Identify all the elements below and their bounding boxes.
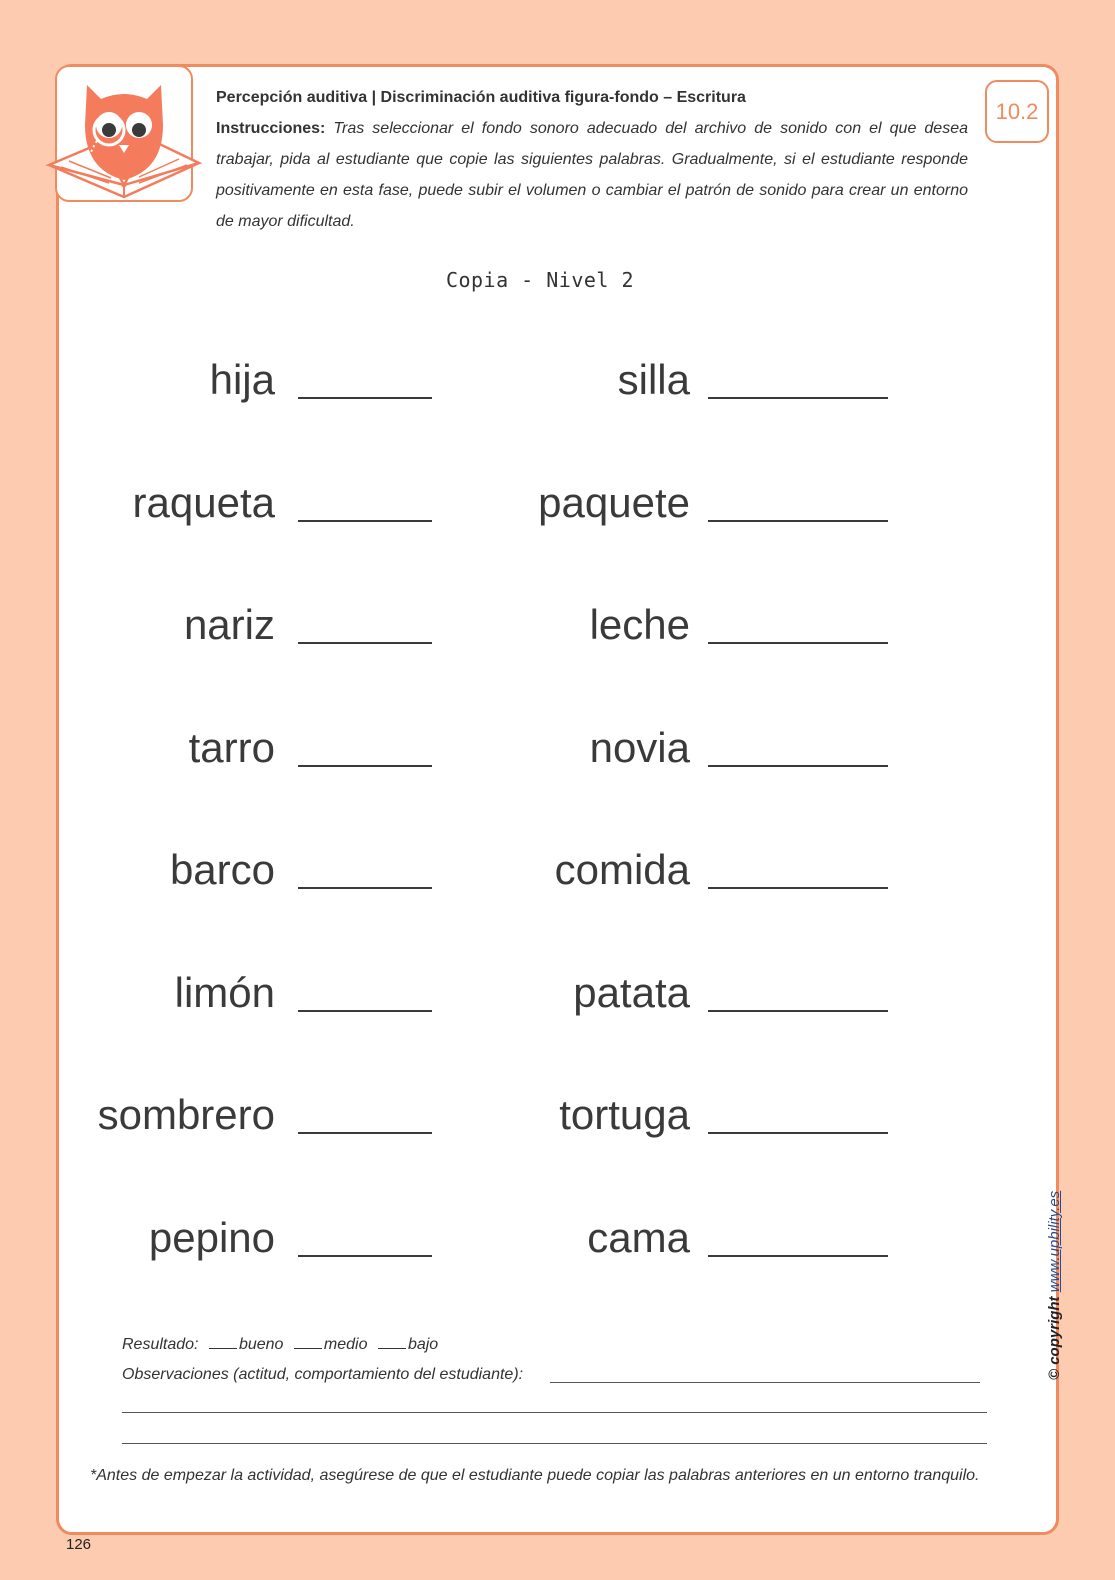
owl-reading-book-icon <box>39 75 209 215</box>
word-right-5: comida <box>554 846 690 893</box>
header <box>216 82 968 237</box>
answer-blank-left-6[interactable] <box>298 1010 432 1012</box>
answer-blank-left-7[interactable] <box>298 1132 432 1134</box>
instructions-label: Instrucciones: <box>216 120 326 137</box>
result-section <box>122 1330 523 1390</box>
word-left-4: tarro <box>188 723 275 771</box>
copyright-notice <box>1046 1191 1063 1380</box>
answer-blank-left-4[interactable] <box>298 765 432 767</box>
header-title: Percepción auditiva | Discriminación auditiva figura-fondo – Escritura <box>216 89 746 106</box>
word-left-2: raqueta <box>132 478 275 526</box>
word-left-1: hija <box>209 356 275 403</box>
subtitle: Copia - Nivel 2 <box>445 268 635 292</box>
result-option-medio: medio <box>323 1336 368 1353</box>
word-right-3: leche <box>589 601 690 648</box>
answer-blank-left-5[interactable] <box>298 887 432 889</box>
exercise-number-badge: 10.2 <box>985 80 1049 143</box>
copyright-url[interactable]: www.upbility.es <box>1046 1190 1063 1293</box>
word-left-7: sombrero <box>97 1091 275 1138</box>
result-option-bajo: bajo <box>407 1336 439 1353</box>
word-left-5: barco <box>169 846 275 893</box>
word-left-8: pepino <box>148 1213 275 1261</box>
answer-blank-right-7[interactable] <box>708 1132 888 1134</box>
answer-blank-left-1[interactable] <box>298 397 432 399</box>
answer-blank-left-8[interactable] <box>298 1255 432 1257</box>
instructions-text: Tras seleccionar el fondo sonoro adecuado del archivo de sonido con el que desea trabajar, pida al estudiante que copie las siguientes palabras. Gradualmente, si el estudiante responde positivamente en esta fase, puede subir el volumen o cambiar el patrón de sonido para crear un entorno de mayor dificultad. <box>216 120 968 230</box>
copyright-label: © copyright <box>1046 1296 1063 1380</box>
word-right-7: tortuga <box>559 1091 690 1138</box>
logo-box <box>55 65 193 202</box>
word-right-8: cama <box>587 1213 690 1261</box>
answer-blank-right-3[interactable] <box>708 642 888 644</box>
observations-line-1[interactable] <box>550 1382 980 1383</box>
page-number: 126 <box>66 1536 92 1553</box>
word-right-6: patata <box>573 968 690 1016</box>
result-option-bueno: bueno <box>238 1336 284 1353</box>
result-blank-2[interactable] <box>294 1334 322 1349</box>
answer-blank-left-3[interactable] <box>298 642 432 644</box>
answer-blank-right-6[interactable] <box>708 1010 888 1012</box>
word-right-4: novia <box>589 723 690 771</box>
answer-blank-right-5[interactable] <box>708 887 888 889</box>
word-left-3: nariz <box>183 601 275 648</box>
observations-line-3[interactable] <box>122 1443 987 1444</box>
answer-blank-right-2[interactable] <box>708 520 888 522</box>
result-label: Resultado: <box>122 1336 199 1353</box>
observations-line-2[interactable] <box>122 1412 987 1413</box>
result-blank-1[interactable] <box>209 1334 237 1349</box>
answer-blank-right-4[interactable] <box>708 765 888 767</box>
word-left-6: limón <box>174 968 275 1016</box>
footnote: *Antes de empezar la actividad, asegúrese de que el estudiante puede copiar las palabras anteriores en un entorno tranquilo. <box>90 1467 980 1484</box>
answer-blank-right-8[interactable] <box>708 1255 888 1257</box>
instructions <box>216 113 968 237</box>
word-right-1: silla <box>617 356 690 403</box>
observations-label: Observaciones (actitud, comportamiento del estudiante): <box>122 1366 524 1383</box>
word-right-2: paquete <box>538 478 690 526</box>
answer-blank-left-2[interactable] <box>298 520 432 522</box>
result-row <box>122 1330 523 1360</box>
result-blank-3[interactable] <box>378 1334 406 1349</box>
answer-blank-right-1[interactable] <box>708 397 888 399</box>
